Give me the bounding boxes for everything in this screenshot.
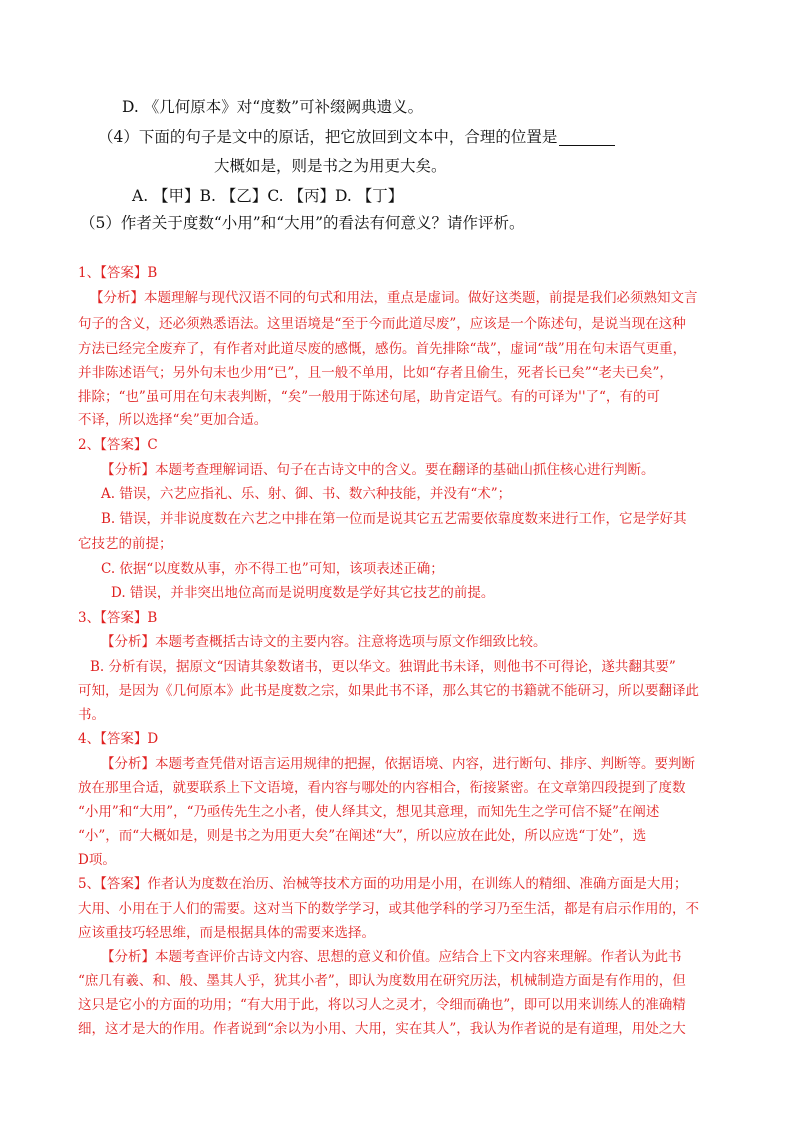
q4-option-a: A. 【甲】 — [132, 187, 200, 205]
q4-stem-text: （4）下面的句子是文中的原话，把它放回到文本中，合理的位置是 — [98, 128, 558, 146]
answer-5-line: “庶几有羲、和、般、墨其人乎，犹其小者”，即认为度数用在研究历法，机械制造方面是有作用的，但 — [78, 973, 686, 989]
answer-4-line: “小”，而“大概如是，则是书之为用更大矣”在阐述“大”，所以应放在此处，所以应选“丁处”，选 — [78, 828, 647, 844]
answer-3-line: 【分析】本题考查概括古诗文的主要内容。注意将选项与原文作细致比较。 — [101, 634, 547, 650]
answer-2-line: 它技艺的前提； — [78, 536, 173, 552]
answer-5-line: 这只是它小的方面的功用；“有大用于此，将以习人之灵才，令细而确也”，即可以用来训练人的准确精 — [78, 997, 686, 1013]
answer-5-line: 应该重技巧轻思维，而是根据具体的需要来选择。 — [78, 925, 375, 941]
q4-option-d: D. 【丁】 — [334, 187, 404, 205]
q4-option-c: C. 【丙】 — [267, 187, 335, 205]
answer-3-line: B. 分析有误，据原文“因请其象数诸书，更以华文。独谓此书未译，则他书不可得论，遂共翻其要” — [90, 659, 676, 675]
answer-4-line: “小用”和“大用”，“乃亟传先生之小者，使人绎其文，想见其意理，而知先生之学可信不疑”在阐述 — [78, 804, 660, 820]
answer-2-line: C. 依据“以度数从事，亦不得工也”可知，该项表述正确； — [101, 561, 444, 577]
q4-option-b: B. 【乙】 — [199, 187, 268, 205]
answer-2-line: A. 错误，六艺应指礼、乐、射、御、书、数六种技能，并没有“术”； — [101, 486, 512, 502]
q4-options — [132, 189, 403, 205]
answer-4-header: 4、【答案】D — [78, 731, 159, 747]
answer-3-line: 可知，是因为《几何原本》此书是度数之宗，如果此书不译，那么其它的书籍就不能研习，所以要翻译此 — [78, 683, 699, 699]
answer-1-header: 1、【答案】B — [78, 265, 158, 281]
answer-1-line: 句子的含义，还必须熟悉语法。这里语境是“至于今而此道尽废”，应该是一个陈述句，是说当现在这种 — [78, 316, 686, 332]
answer-5-line: 细，这才是大的作用。作者说到“余以为小用、大用，实在其人”，我认为作者说的是有道理，用处之大 — [78, 1021, 686, 1037]
answer-1-line: 方法已经完全废弃了，有作者对此道尽废的感慨，感伤。首先排除“哉”，虚词“哉”用在句末语气更重， — [78, 341, 687, 357]
q5-stem: （5）作者关于度数“小用”和“大用”的看法有何意义？请作评析。 — [80, 214, 525, 232]
answer-5-line: 大用、小用在于人们的需要。这对当下的数学学习，或其他学科的学习乃至生活，都是有启示作用的，不 — [78, 901, 699, 917]
answer-5-header: 5、【答案】作者认为度数在治历、治械等技术方面的功用是小用，在训练人的精细、准确方面是大用； — [78, 876, 688, 892]
answer-3-line: 书。 — [78, 707, 105, 723]
answer-4-line: 【分析】本题考查凭借对语言运用规律的把握，依据语境、内容，进行断句、排序、判断等。要判断 — [101, 756, 695, 772]
answer-2-line: D. 错误，并非突出地位高而是说明度数是学好其它技艺的前提。 — [111, 585, 495, 601]
q4-sentence: 大概如是，则是书之为用更大矣。 — [214, 157, 447, 175]
option-d-prev: D. 《几何原本》对“度数”可补缀阙典遗义。 — [122, 98, 424, 116]
answer-1-line: 并非陈述语气；另外句末也少用“已”，且一般不单用，比如“存者且偷生，死者长已矣”“老夫已矣”， — [78, 365, 673, 381]
answer-1-line: 【分析】本题理解与现代汉语不同的句式和用法，重点是虚词。做好这类题，前提是我们必须熟知文言 — [90, 290, 698, 306]
answer-2-line: 【分析】本题考查理解词语、句子在古诗文中的含义。要在翻译的基础山抓住核心进行判断。 — [101, 462, 655, 478]
answer-5-line: 【分析】本题考查评价古诗文内容、思想的意义和价值。应结合上下文内容来理解。作者认为此书 — [101, 949, 682, 965]
answer-2-header: 2、【答案】C — [78, 437, 158, 453]
answer-4-line: D项。 — [78, 852, 116, 868]
answer-3-header: 3、【答案】B — [78, 610, 158, 626]
q4-stem — [98, 130, 615, 146]
answer-blank — [559, 131, 615, 146]
answer-1-line: 不译，所以选择“矣”更加合适。 — [78, 412, 268, 428]
answer-1-line: 排除；“也”虽可用在句末表判断，“矣”一般用于陈述句尾，助肯定语气。有的可译为''了“，有的可 — [78, 389, 660, 405]
answer-2-line: B. 错误，并非说度数在六艺之中排在第一位而是说其它五艺需要依靠度数来进行工作，它是学好其 — [101, 511, 687, 527]
answer-4-line: 放在那里合适，就要联系上下文语境，看内容与哪处的内容相合，衔接紧密。在文章第四段提到了度数 — [78, 780, 686, 796]
